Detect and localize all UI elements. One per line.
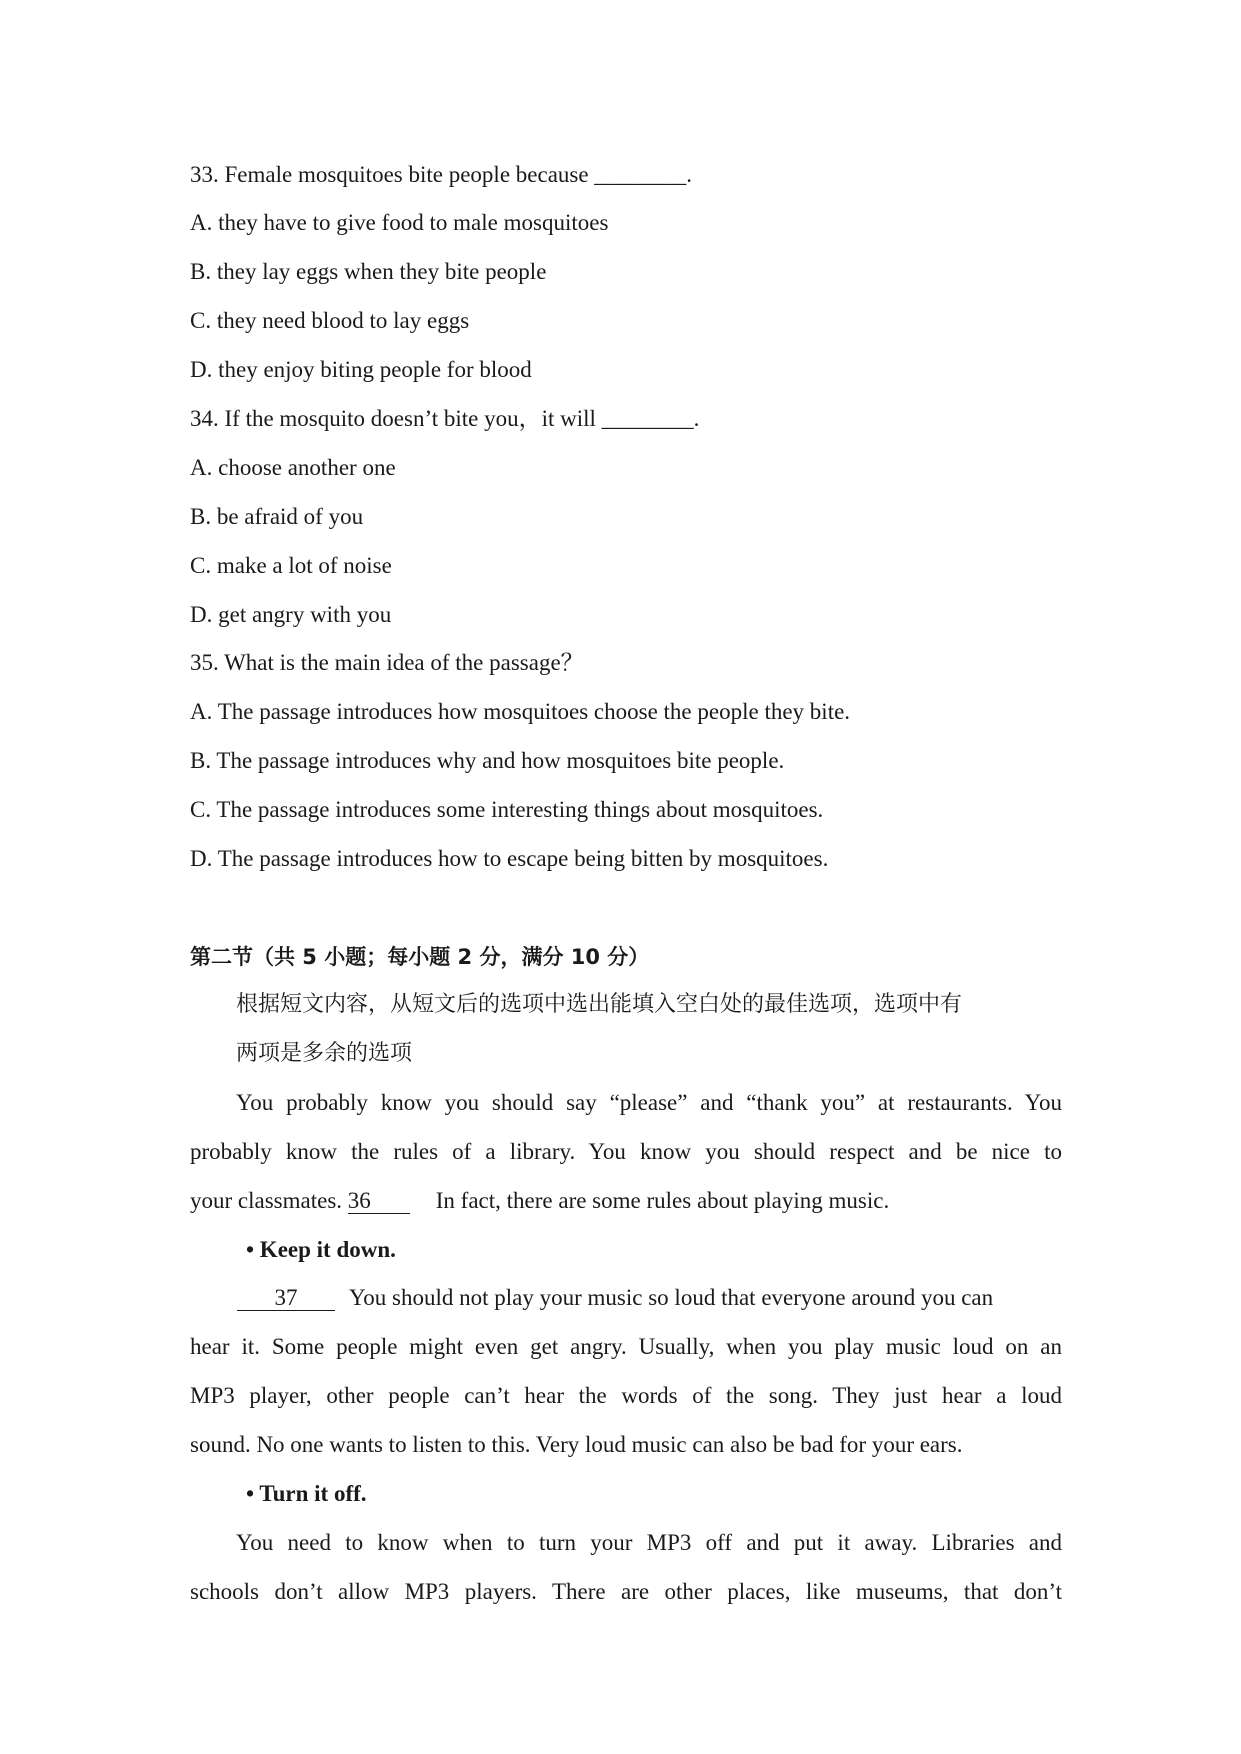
- question-34-option-c: C. make a lot of noise: [190, 553, 392, 578]
- passage-p1-line2: probably know the rules of a library. You know you should respect and be nice to: [190, 1139, 1062, 1164]
- question-35-stem: 35. What is the main idea of the passage？: [190, 650, 584, 675]
- section-instruction-line2: 两项是多余的选项: [236, 1041, 413, 1066]
- blank-36: 36: [348, 1189, 410, 1214]
- question-35-option-b: B. The passage introduces why and how mosquitoes bite people.: [190, 748, 785, 773]
- question-33-option-b: B. they lay eggs when they bite people: [190, 259, 547, 284]
- passage-p1-line3-post: In fact, there are some rules about playing music.: [435, 1188, 890, 1213]
- bullet-turn-it-off: • Turn it off.: [246, 1481, 367, 1506]
- question-33-option-d: D. they enjoy biting people for blood: [190, 357, 532, 382]
- passage-p1-line3-pre: your classmates.: [190, 1188, 348, 1213]
- passage-p2-line4: sound. No one wants to listen to this. Very loud music can also be bad for your ears.: [190, 1432, 963, 1457]
- question-33-option-c: C. they need blood to lay eggs: [190, 308, 470, 333]
- bullet-keep-it-down: • Keep it down.: [246, 1237, 396, 1262]
- question-35-option-a: A. The passage introduces how mosquitoes choose the people they bite.: [190, 699, 851, 724]
- passage-p2-line1-post: You should not play your music so loud that everyone around you can: [349, 1285, 994, 1310]
- question-33-stem: 33. Female mosquitoes bite people because ________.: [190, 162, 693, 187]
- passage-p1-line1: You probably know you should say “please” and “thank you” at restaurants. You: [236, 1090, 1062, 1115]
- question-34-option-a: A. choose another one: [190, 455, 396, 480]
- question-34-option-d: D. get angry with you: [190, 602, 392, 627]
- question-33-option-a: A. they have to give food to male mosquitoes: [190, 210, 609, 235]
- blank-37: 37: [237, 1286, 335, 1311]
- passage-p2-line2: hear it. Some people might even get angry. Usually, when you play music loud on an: [190, 1334, 1062, 1359]
- question-35-option-d: D. The passage introduces how to escape being bitten by mosquitoes.: [190, 846, 829, 871]
- passage-p3-line2: schools don’t allow MP3 players. There are other places, like museums, that don’t: [190, 1579, 1062, 1604]
- passage-p3-line1: You need to know when to turn your MP3 off and put it away. Libraries and: [236, 1530, 1062, 1555]
- question-34-option-b: B. be afraid of you: [190, 504, 364, 529]
- passage-p2-line1: [237, 1283, 993, 1313]
- question-35-option-c: C. The passage introduces some interesting things about mosquitoes.: [190, 797, 824, 822]
- section-instruction-line1: 根据短文内容，从短文后的选项中选出能填入空白处的最佳选项，选项中有: [236, 992, 963, 1017]
- passage-p2-line3: MP3 player, other people can’t hear the words of the song. They just hear a loud: [190, 1383, 1062, 1408]
- question-34-stem: 34. If the mosquito doesn’t bite you，it will ________.: [190, 406, 700, 431]
- passage-p1-line3: [190, 1186, 889, 1216]
- section-heading: 第二节（共 5 小题；每小题 2 分，满分 10 分）: [190, 945, 650, 969]
